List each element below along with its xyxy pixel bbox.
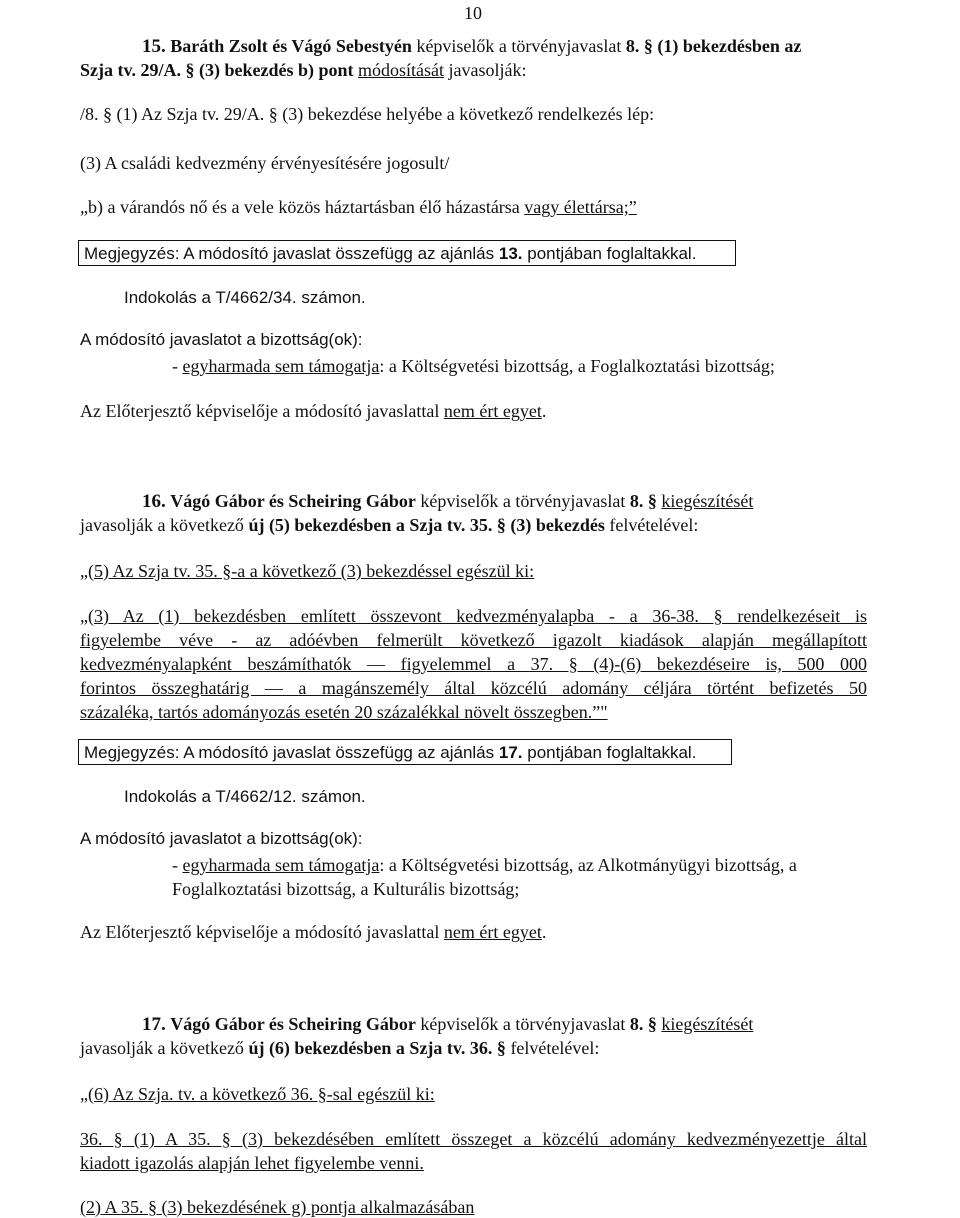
note-text: Megjegyzés: A módosító javaslat összefügg az ajánlás 17. pontjában foglaltakkal. (84, 743, 697, 762)
item-authors: Vágó Gábor és Scheiring Gábor (170, 491, 416, 511)
committee-result-cont: Foglalkoztatási bizottság, a Kulturális bizottság; (172, 879, 520, 899)
proposer-opinion: Az Előterjesztő képviselője a módosító javaslattal nem ért egyet. (80, 922, 547, 942)
item-authors: Vágó Gábor és Scheiring Gábor (170, 1014, 416, 1034)
amendment-line: „(6) Az Szja. tv. a következő 36. §-sal egészül ki: (80, 1084, 435, 1104)
committee-result: - egyharmada sem támogatja: a Költségvetési bizottság, a Foglalkoztatási bizottság; (172, 356, 775, 376)
amendment-paragraph-line: százaléka, tartós adományozás esetén 20 százalékkal növelt összegben.”" (80, 702, 608, 722)
page-number: 10 (464, 3, 482, 23)
item-17-heading-cont: javasolják a következő új (6) bekezdésben a Szja tv. 36. § felvételével: (80, 1038, 600, 1058)
amendment-line: (3) A családi kedvezmény érvényesítésére jogosult/ (80, 153, 450, 173)
justification: Indokolás a T/4662/12. számon. (124, 787, 366, 806)
amendment-line: „(5) Az Szja tv. 35. §-a a következő (3) bekezdéssel egészül ki: (80, 561, 535, 581)
item-16-heading-cont: javasolják a következő új (5) bekezdésben a Szja tv. 35. § (3) bekezdés felvételével: (80, 515, 699, 535)
item-17-heading: 17. Vágó Gábor és Scheiring Gábor képviselők a törvényjavaslat 8. § kiegészítését (142, 1014, 754, 1035)
amendment-paragraph-line: kedvezményalapként beszámíthatók — figyelemmel a 37. § (4)-(6) bekezdéseire is, 500 000 (80, 654, 867, 674)
committee-intro: A módosító javaslatot a bizottság(ok): (80, 829, 363, 848)
amendment-line: (2) A 35. § (3) bekezdésének g) pontja alkalmazásában (80, 1197, 475, 1217)
item-15-heading-cont: Szja tv. 29/A. § (3) bekezdés b) pont módosítását javasolják: (80, 60, 527, 80)
amendment-line: „b) a várandós nő és a vele közös háztartásban élő házastársa vagy élettársa;” (80, 197, 637, 217)
justification: Indokolás a T/4662/34. számon. (124, 288, 366, 307)
item-15-heading: 15. Baráth Zsolt és Vágó Sebestyén képviselők a törvényjavaslat 8. § (1) bekezdésben az (142, 36, 802, 57)
proposer-opinion: Az Előterjesztő képviselője a módosító javaslattal nem ért egyet. (80, 401, 547, 421)
amendment-paragraph-line: figyelembe véve - az adóévben felmerült következő igazolt kiadások alapján megállapított (80, 630, 867, 650)
committee-intro: A módosító javaslatot a bizottság(ok): (80, 330, 363, 349)
amendment-paragraph-line: forintos összeghatárig — a magánszemély által közcélú adomány céljára történt befizetés 50 (80, 678, 867, 698)
amendment-paragraph-line: 36. § (1) A 35. § (3) bekezdésében említett összeget a közcélú adomány kedvezményezettje által (80, 1129, 867, 1149)
amendment-paragraph-line: „(3) Az (1) bekezdésben említett összevont kedvezményalapba - a 36-38. § rendelkezéseit is (80, 606, 867, 626)
note-text: Megjegyzés: A módosító javaslat összefügg az ajánlás 13. pontjában foglaltakkal. (84, 244, 697, 263)
amendment-line: /8. § (1) Az Szja tv. 29/A. § (3) bekezdése helyébe a következő rendelkezés lép: (80, 104, 655, 124)
item-number: 17. (142, 1014, 166, 1035)
item-number: 15. (142, 36, 166, 57)
item-number: 16. (142, 491, 166, 512)
item-16-heading: 16. Vágó Gábor és Scheiring Gábor képviselők a törvényjavaslat 8. § kiegészítését (142, 491, 754, 512)
amendment-paragraph-line: kiadott igazolás alapján lehet figyelembe venni. (80, 1153, 424, 1173)
committee-result: - egyharmada sem támogatja: a Költségvetési bizottság, az Alkotmányügyi bizottság, a (172, 855, 797, 875)
item-authors: Baráth Zsolt és Vágó Sebestyén (170, 36, 412, 56)
